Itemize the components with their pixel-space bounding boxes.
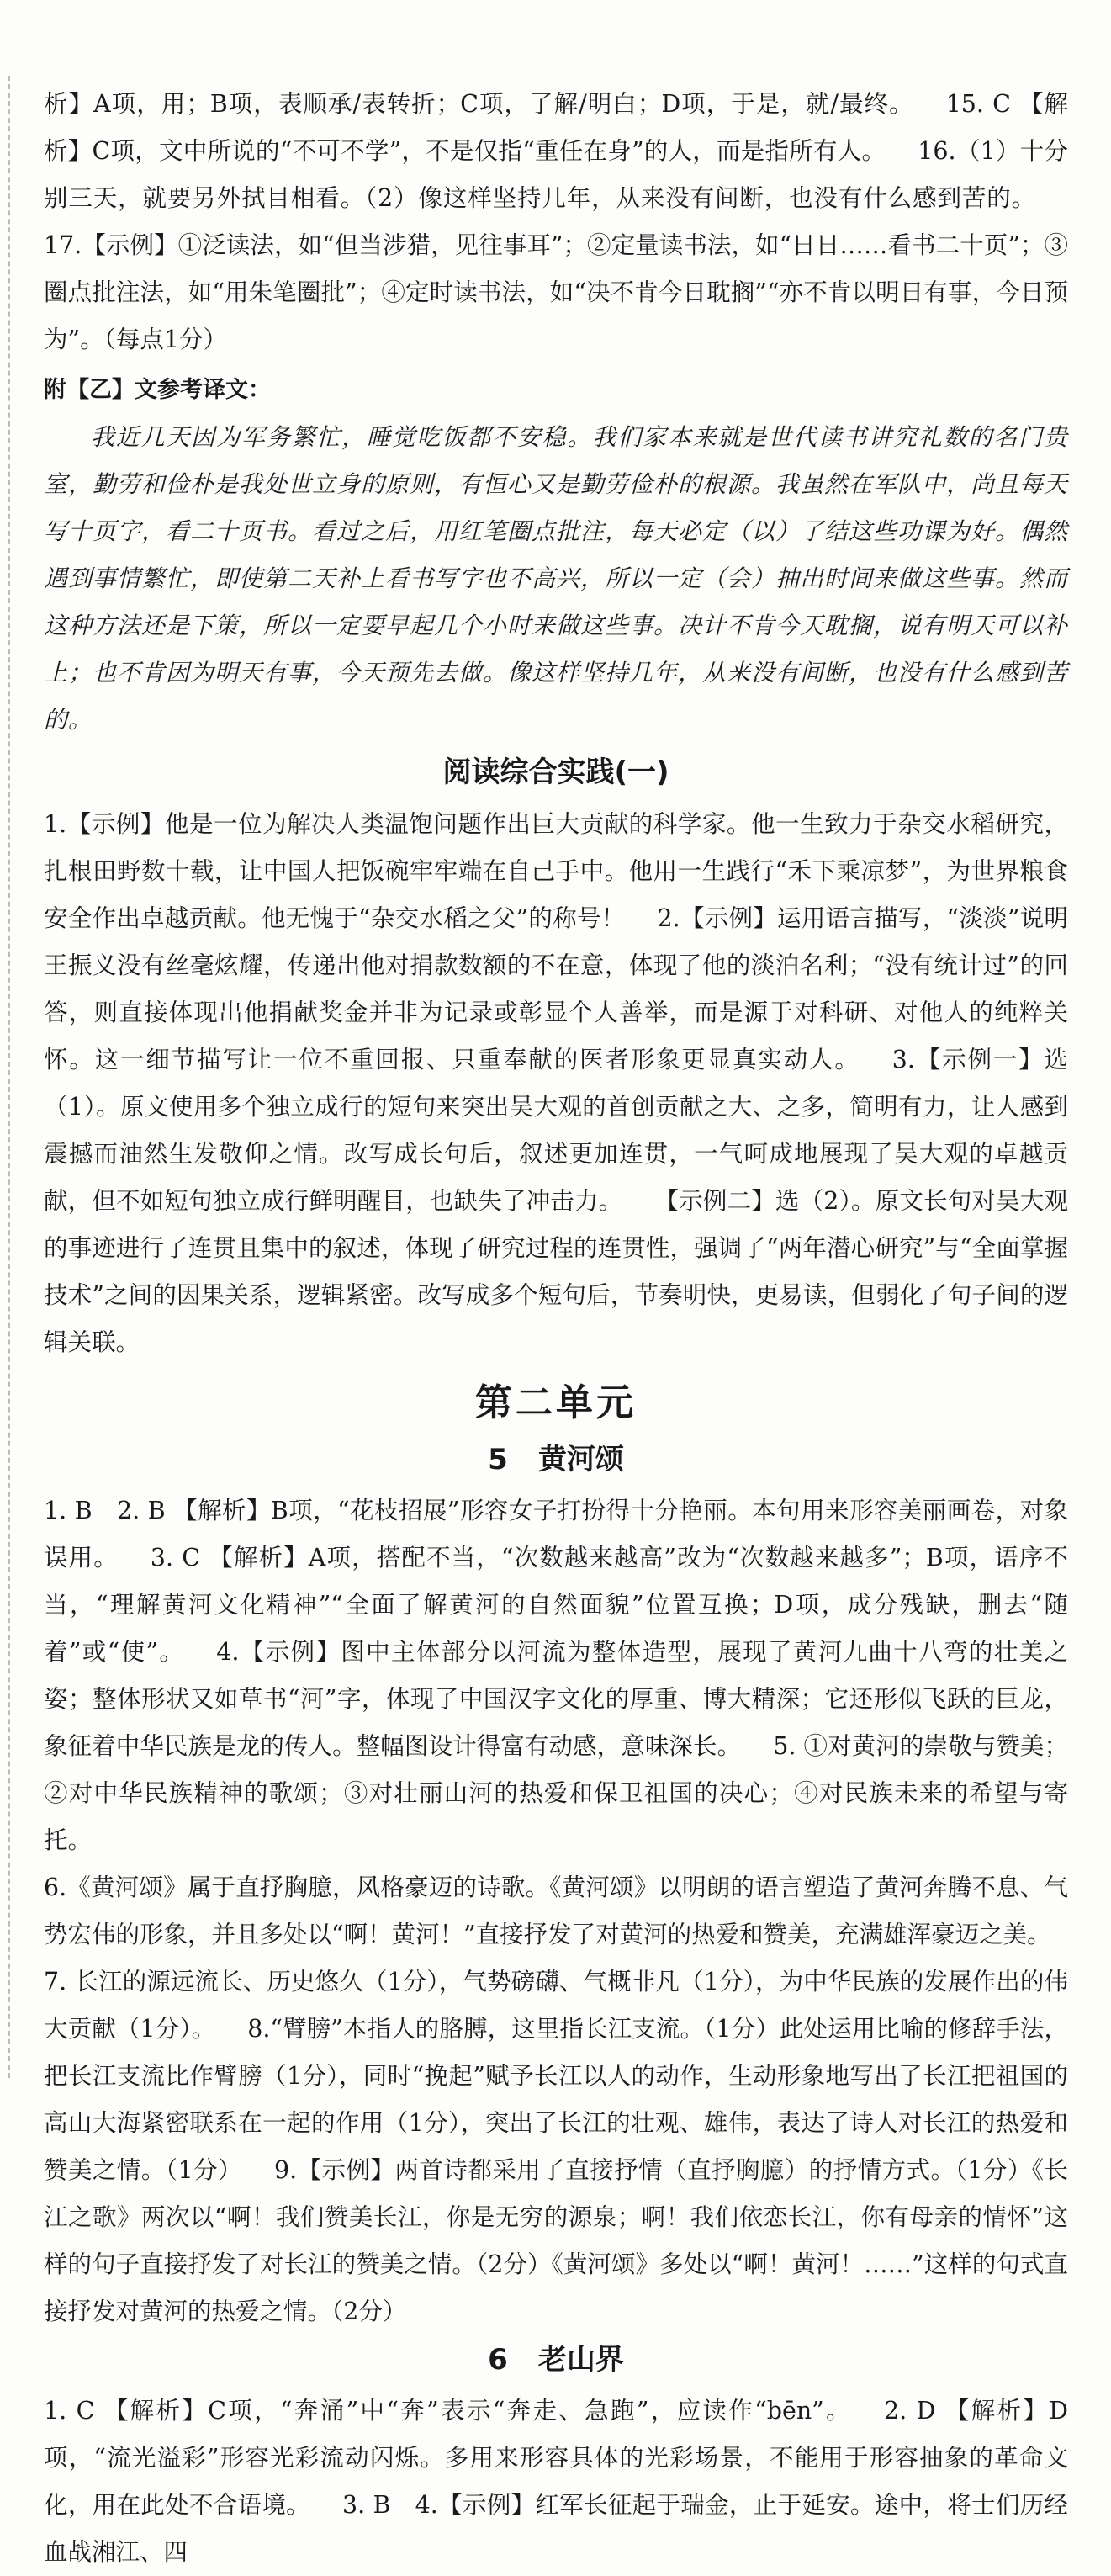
l6-answer-3-4: 3. B 4.【示例】红军长征起于瑞金，止于延安。途中，将士们历经血战湘江、四: [44, 2491, 1068, 2566]
answer-block-lesson-5: [44, 1487, 1068, 1864]
l5-answer-9: 9.【示例】两首诗都采用了直接抒情（直抒胸臆）的抒情方式。（1分）《长江之歌》两次以“啊！我们赞美长江，你是无穷的源泉；啊！我们依恋长江，你有母亲的情怀”这样的句子直接抒发了对长江的赞美之情。（2分）《黄河颂》多处以“啊！黄河！……”这样的句式直接抒发对黄河的热爱之情。（2分）: [44, 2156, 1068, 2325]
answer-14-tail: 析】A项，用；B项，表顺承/表转折；C项，了解/明白；D项，于是，就/最终。: [44, 90, 914, 118]
answer-block-lesson-5b: [44, 1959, 1068, 2335]
lesson-title-5: [44, 1435, 1068, 1484]
l5-answer-3: 3. C 【解析】A项，搭配不当，“次数越来越高”改为“次数越来越多”；B项，语序不当，“理解黄河文化精神”“全面了解黄河的自然面貌”位置互换；D项，成分残缺，删去“随着”或“使”。: [44, 1544, 1068, 1666]
translation-text: 我近几天因为军务繁忙，睡觉吃饭都不安稳。我们家本来就是世代读书讲究礼数的名门贵室，勤劳和俭朴是我处世立身的原则，有恒心又是勤劳俭朴的根源。我虽然在军队中，尚且每天写十页字，看二十页书。看过之后，用红笔圈点批注，每天必定（以）了结这些功课为好。偶然遇到事情繁忙，即使第二天补上看书写字也不高兴，所以一定（会）抽出时间来做这些事。然而这种方法还是下策，所以一定要早起几个小时来做这些事。决计不肯今天耽搁，说有明天可以补上；也不肯因为明天有事，今天预先去做。像这样坚持几年，从来没有间断，也没有什么感到苦的。: [44, 423, 1069, 734]
l5-answer-5: 5. ①对黄河的崇敬与赞美；②对中华民族精神的歌颂；③对壮丽山河的热爱和保卫祖国的决心；④对民族未来的希望与寄托。: [44, 1732, 1068, 1854]
l5-answer-7: 7. 长江的源远流长、历史悠久（1分），气势磅礴、气概非凡（1分），为中华民族的发展作出的伟大贡献（1分）。: [44, 1968, 1068, 2043]
answer-block-reading-practice: [44, 801, 1068, 1366]
l5-answer-1-2: 1. B 2. B 【解析】B项，“花枝招展”形容女子打扮得十分艳丽。本句用来形容美丽画卷，对象误用。: [44, 1497, 1068, 1572]
answer-block-lesson-6: [44, 2388, 1068, 2576]
l6-answer-1: 1. C 【解析】C项，“奔涌”中“奔”表示“奔走、急跑”，应读作“bēn”。: [44, 2397, 852, 2425]
answer-17: 17.【示例】①泛读法，如“但当涉猎，见往事耳”；②定量读书法，如“日日……看书二十页”；③圈点批注法，如“用朱笔圈批”；④定时读书法，如“决不肯今日耽搁”“亦不肯以明日有事，今日预为”。（每点1分）: [44, 231, 1068, 353]
lesson-name: 黄河颂: [537, 1443, 624, 1476]
lesson-title-6: [44, 2335, 1068, 2384]
unit-title: 第二单元: [475, 1381, 637, 1424]
l6-answer-2: 2. D 【解析】D项，“流光溢彩”形容光彩流动闪烁。多用来形容具体的光彩场景，不能用于形容抽象的革命文化，用在此处不合语境。: [44, 2397, 1069, 2519]
page-edge-dashed-line: [8, 76, 10, 2078]
answer-16: 16.（1）十分别三天，就要另外拭目相看。（2）像这样坚持几年，从来没有间断，也没有什么感到苦的。: [44, 137, 1068, 212]
rp-answer-3-example-2: 【示例二】选（2）。原文长句对吴大观的事迹进行了连贯且集中的叙述，体现了研究过程的连贯性，强调了“两年潜心研究”与“全面掌握技术”之间的因果关系，逻辑紧密。改写成多个短句后，节奏明快，更易读，但弱化了句子间的逻辑关联。: [44, 1187, 1068, 1356]
section-title-reading-practice: 阅读综合实践(一): [442, 755, 669, 789]
answer-15: 15. C 【解析】C项，文中所说的“不可不学”，不是仅指“重任在身”的人，而是指所有人。: [44, 90, 1069, 165]
lesson-name: 老山界: [537, 2343, 624, 2377]
rp-answer-2: 2.【示例】运用语言描写，“淡淡”说明王振义没有丝毫炫耀，传递出他对捐款数额的不在意，体现了他的淡泊名利；“没有统计过”的回答，则直接体现出他捐献奖金并非为记录或彰显个人善举，而是源于对科研、对他人的纯粹关怀。这一细节描写让一位不重回报、只重奉献的医者形象更显真实动人。: [44, 904, 1068, 1073]
rp-answer-1: 1.【示例】他是一位为解决人类温饱问题作出巨大贡献的科学家。他一生致力于杂交水稻研究，扎根田野数十载，让中国人把饭碗牢牢端在自己手中。他用一生践行“禾下乘凉梦”，为世界粮食安全作出卓越贡献。他无愧于“杂交水稻之父”的称号！: [44, 810, 1068, 932]
l5-answer-6: 6.《黄河颂》属于直抒胸臆，风格豪迈的诗歌。《黄河颂》以明朗的语言塑造了黄河奔腾不息、气势宏伟的形象，并且多处以“啊！黄河！”直接抒发了对黄河的热爱和赞美，充满雄浑豪迈之美。: [44, 1874, 1068, 1948]
lesson-number: 6: [488, 2343, 508, 2377]
l5-answer-4: 4.【示例】图中主体部分以河流为整体造型，展现了黄河九曲十八弯的壮美之姿；整体形状又如草书“河”字，体现了中国汉字文化的厚重、博大精深；它还形似飞跃的巨龙，象征着中华民族是龙的传人。整幅图设计得富有动感，意味深长。: [44, 1638, 1068, 1760]
rp-answer-3: 3.【示例一】选（1）。原文使用多个独立成行的短句来突出吴大观的首创贡献之大、之多，简明有力，让人感到震撼而油然生发敬仰之情。改写成长句后，叙述更加连贯，一气呵成地展现了吴大观的卓越贡献，但不如短句独立成行鲜明醒目，也缺失了冲击力。: [44, 1046, 1068, 1215]
lesson-number: 5: [488, 1443, 508, 1476]
translation-title: 附【乙】文参考译文：: [44, 377, 271, 403]
l5-answer-8: 8.“臂膀”本指人的胳膊，这里指长江支流。（1分）此处运用比喻的修辞手法，把长江支流比作臂膀（1分），同时“挽起”赋予长江以人的动作，生动形象地写出了长江把祖国的高山大海紧密联系在一起的作用（1分），突出了长江的壮观、雄伟，表达了诗人对长江的热爱和赞美之情。（1分）: [44, 2015, 1069, 2184]
answer-block-top: [44, 81, 1068, 363]
answer-page: [44, 81, 1068, 2576]
